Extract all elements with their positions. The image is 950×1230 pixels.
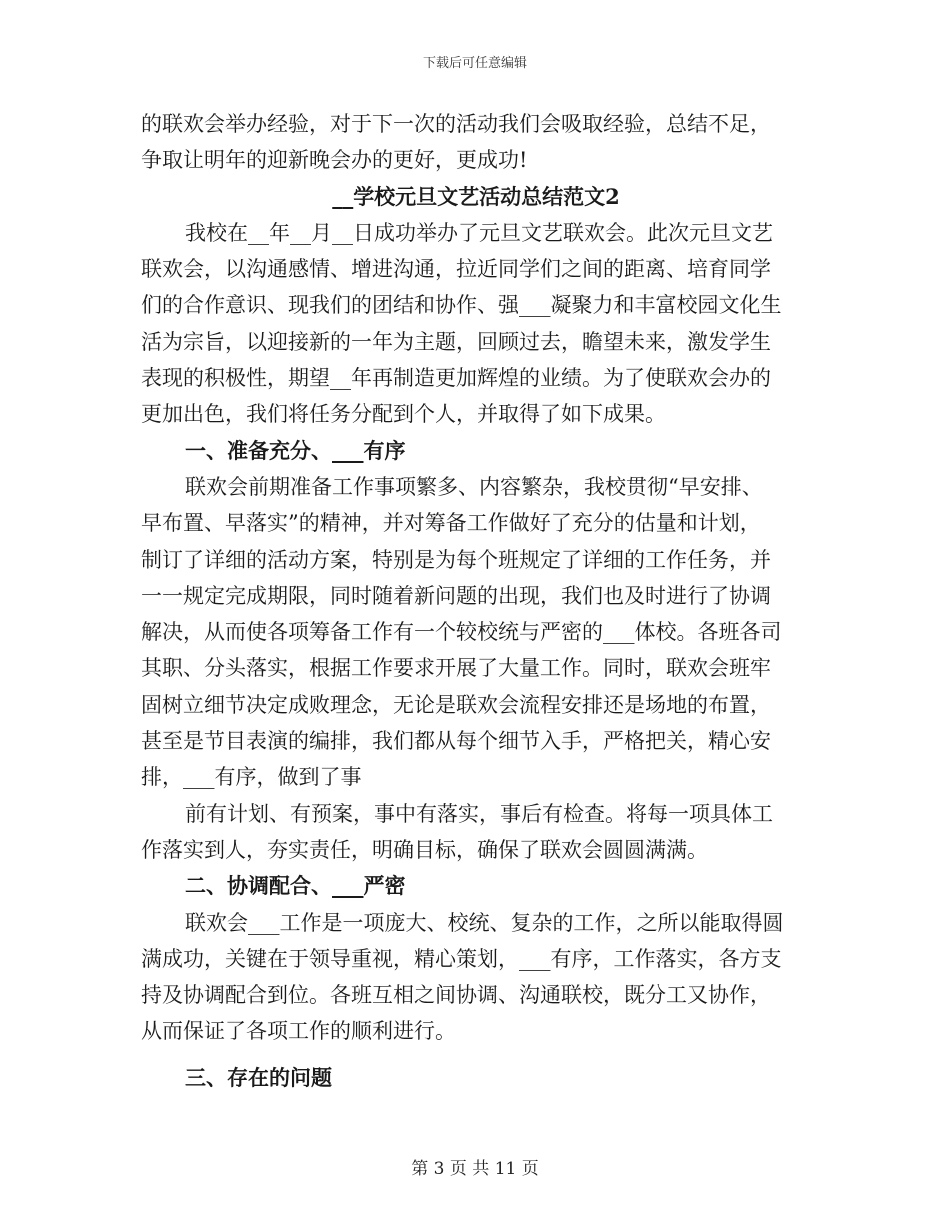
paragraph-3 [141,796,811,869]
paragraph-1 [141,215,811,433]
page-header: 下载后可任意编辑 [422,56,527,71]
text-line: 排，___有序，做到了事 [141,765,362,790]
document-title: __学校元旦文艺活动总结范文2 [332,183,620,209]
page-footer: 第 3 页 共 11 页 [411,1159,539,1179]
text-line: 一一规定完成期限，同时随着新问题的出现，我们也及时进行了协调 [141,583,771,608]
text-line: 前有计划、有预案，事中有落实，事后有检查。将每一项具体工 [185,801,773,826]
text-line: 作落实到人，夯实责任，明确目标，确保了联欢会圆圆满满。 [141,837,708,862]
text-line: 们的合作意识、现我们的团结和协作、强___凝聚力和丰富校园文化生 [141,293,782,318]
text-line: 早布置、早落实”的精神，并对筹备工作做好了充分的估量和计划， [141,511,761,536]
text-line: 我校在__年__月__日成功举办了元旦文艺联欢会。此次元旦文艺 [185,220,773,245]
text-line: 满成功，关键在于领导重视，精心策划，___有序，工作落实，各方支 [141,946,782,971]
text-line: 活为宗旨，以迎接新的一年为主题，回顾过去，瞻望未来，激发学生 [141,329,771,354]
document-body [141,106,811,1098]
section-heading-1: 一、准备充分、___有序 [185,437,406,463]
text-line: 从而保证了各项工作的顺利进行。 [141,1019,456,1044]
paragraph-4 [141,905,811,1050]
text-line: 联欢会___工作是一项庞大、校统、复杂的工作，之所以能取得圆 [185,910,784,935]
text-line: 甚至是节目表演的编排，我们都从每个细节入手，严格把关，精心安 [141,729,771,754]
text-line: 表现的积极性，期望__年再制造更加辉煌的业绩。为了使联欢会办的 [141,366,771,391]
text-line: 解决，从而使各项筹备工作有一个较校统与严密的___体校。各班各司 [141,620,782,645]
text-line: 更加出色，我们将任务分配到个人，并取得了如下成果。 [141,402,666,427]
text-line: 争取让明年的迎新晚会办的更好，更成功! [141,148,528,173]
section-heading-3: 三、存在的问题 [185,1064,332,1090]
text-line: 其职、分头落实，根据工作要求开展了大量工作。同时，联欢会班牢 [141,656,771,681]
section-heading-2: 二、协调配合、___严密 [185,873,406,899]
text-line: 的联欢会举办经验，对于下一次的活动我们会吸取经验，总结不足， [141,112,771,136]
paragraph-2 [141,469,811,796]
text-line: 持及协调配合到位。各班互相之间协调、沟通联校，既分工又协作， [141,983,771,1008]
text-line: 固树立细节决定成败理念，无论是联欢会流程安排还是场地的布置， [141,692,771,717]
text-line: 联欢会前期准备工作事项繁多、内容繁杂，我校贯彻“早安排、 [185,474,763,499]
text-line: 制订了详细的活动方案，特别是为每个班规定了详细的工作任务，并 [141,547,771,572]
text-line: 联欢会，以沟通感情、增进沟通，拉近同学们之间的距离、培育同学 [141,257,771,282]
intro-paragraph [141,106,811,179]
